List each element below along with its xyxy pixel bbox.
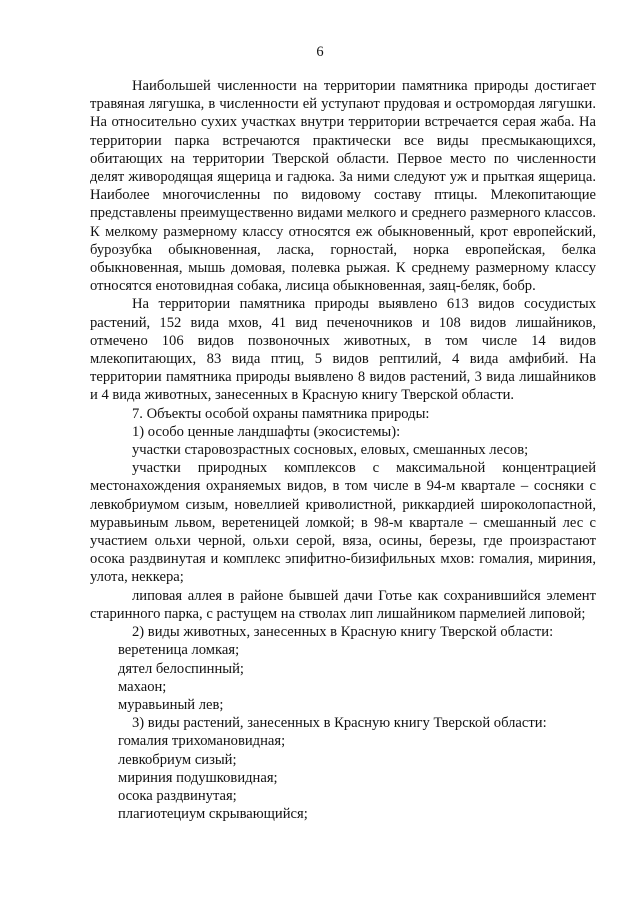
landscape-item: участки природных комплексов с максимальной концентрацией местонахождения охраняемых видов, в том числе в 94-м квартале – сосняки с левкобриумом сизым, новеллией криволистной, риккардией широколопастной, муравьиным львом, веретеницей ломкой; в 98-м квартале – смешанный лес с участием ольхи черной, ольхи серой, вяза, осины, березы, где произрастают осока раздвинутая и комплекс эпифитно-бизифильных мхов: гомалия, мириния, улота, неккера;: [90, 460, 596, 586]
animal-list-item: махаон;: [118, 678, 167, 695]
landscape-item: участки старовозрастных сосновых, еловых, смешанных лесов;: [132, 442, 529, 459]
plant-list-item: левкобриум сизый;: [118, 751, 237, 768]
paragraph-species-counts: На территории памятника природы выявлено 613 видов сосудистых растений, 152 вида мхов, 41 вид печеночников и 108 видов лишайников, отмечено 106 видов позвоночных животных, в том числе 14 видов млекопитающих, 83 вида птиц, 5 видов рептилий, 4 вида амфибий. На территории памятника природы выявлено 8 видов растений, 3 вида лишайников и 4 вида животных, занесенных в Красную книгу Тверской области.: [90, 296, 596, 404]
section-heading-7: 7. Объекты особой охраны памятника природы:: [132, 405, 430, 422]
animal-list-item: муравьиный лев;: [118, 696, 224, 713]
paragraph-fauna: Наибольшей численности на территории памятника природы достигает травяная лягушка, в численности ей уступают прудовая и остромордая лягушки. На относительно сухих участках внутри территории встречается серая жаба. На территории парка встречаются практически все виды пресмыкающихся, обитающих на территории Тверской области. Первое место по численности делят живородящая ящерица и гадюка. За ними следуют уж и прыткая ящерица. Наиболее многочисленны по видовому составу птицы. Млекопитающие представлены преимущественно видами мелкого и среднего размерного классов. К мелкому размерному классу относятся еж обыкновенный, крот европейский, бурозубка обыкновенная, ласка, горностай, норка европейская, белка обыкновенная, мышь домовая, полевка рыжая. К среднему размерному классу относятся енотовидная собака, лисица обыкновенная, заяц-беляк, бобр.: [90, 78, 596, 295]
plant-list-item: осока раздвинутая;: [118, 787, 237, 804]
subheading-landscapes: 1) особо ценные ландшафты (экосистемы):: [132, 423, 401, 440]
animal-list-item: веретеница ломкая;: [118, 642, 240, 659]
plant-list-item: мириния подушковидная;: [118, 769, 278, 786]
subheading-animals: 2) виды животных, занесенных в Красную книгу Тверской области:: [132, 624, 554, 641]
plant-list-item: гомалия трихомановидная;: [118, 733, 286, 750]
document-body: [90, 77, 596, 823]
animal-list-item: дятел белоспинный;: [118, 660, 244, 677]
plant-list-item: плагиотециум скрывающийся;: [118, 806, 308, 823]
page-number: 6: [316, 44, 324, 60]
subheading-plants: 3) виды растений, занесенных в Красную книгу Тверской области:: [132, 715, 547, 732]
landscape-item: липовая аллея в районе бывшей дачи Готье как сохранившийся элемент старинного парка, с растущем на стволах лип лишайником пармелией липовой;: [90, 587, 596, 622]
